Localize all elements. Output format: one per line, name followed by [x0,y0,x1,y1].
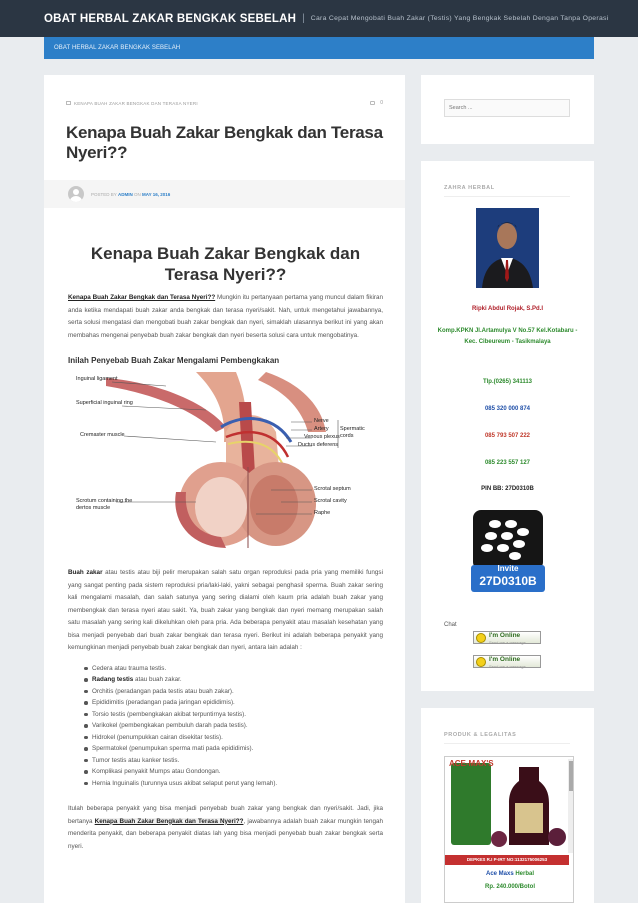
intro-text: Mungkin itu pertanyaan pertama yang muncul dalam fikiran anda ketika mendapati buah zakar anda bengkak dan terasa nyeri/sakit. Nah, untuk mengetahui jawabannya, serta solusi mengatasi dan mengobati buah zakar bengkak dan nyeri, simaklah ulasannya berikut ini yang akan membahas mengenai penyebab buah zakar bengkak dan nyeri beserta solusi cara untuk mengobatinya. [68,294,383,339]
site-tagline: Cara Cepat Mengobati Buah Zakar (Testis) Yang Bengkak Sebelah Dengan Tanpa Operasi [310,15,609,22]
bbm-pin-label: 27D0310B [479,574,537,588]
contact-tlp: Tlp.(0265) 341113 [482,379,533,385]
comment-count-label: 0 [380,100,383,106]
label-septum: Scrotal septum [314,486,351,492]
list-item: Tumor testis atau kanker testis. [84,755,383,767]
content-heading: Kenapa Buah Zakar Bengkak dan Terasa Nyeri?? [90,244,361,284]
list-item: Hernia Inguinalis (turunnya usus akibat selaput perut yang lemah). [84,778,383,790]
list-item: Torsio testis (pembengkakan akibat terpuntirnya testis). [84,709,383,721]
post-meta [66,98,383,108]
section-heading: Inilah Penyebab Buah Zakar Mengalami Pembengkakan [68,356,280,365]
nav-item-home[interactable]: OBAT HERBAL ZAKAR BENGKAK SEBELAH [54,45,181,51]
bbm-invite-badge[interactable] [471,510,545,592]
anatomy-figure [76,372,365,552]
widget-divider [444,743,570,744]
widget-title-products: PRODUK & LEGALITAS [444,732,517,738]
product-frame [444,756,574,903]
label-scrotum: Scrotum containing the dertos muscle [76,498,133,511]
ym-sub: Send me a message [489,640,526,645]
category-label: KENAPA BUAH ZAKAR BENGKAK DAN TERASA NYERI [74,100,198,106]
label-superficial-ring: Superficial inguinal ring [76,400,133,406]
byline-text [91,192,170,197]
site-title[interactable]: OBAT HERBAL ZAKAR BENGKAK SEBELAH [44,12,297,25]
contact-address: Komp.KPKN Jl.Artamulya V No.57 Kel.Kotabaru - Kec. Cibeureum - Tasikmalaya [437,328,578,345]
contact-pin: PIN BB: 27D0310B [481,486,534,492]
cause-list [84,663,383,790]
smiley-icon [476,633,486,643]
folder-icon [66,101,71,105]
anatomy-illustration [76,372,365,552]
widget-divider [444,196,570,197]
product-registration: DEPKES R.I P-IRT NO:1132175006253 [445,855,569,865]
search-input[interactable] [444,99,570,117]
site-header [0,0,638,37]
ym-sub: Send me a message [489,664,526,669]
list-item: Radang testis atau buah zakar. [84,674,383,686]
byline-on: ON [133,191,141,197]
comment-icon [370,101,375,105]
radang-testis-link[interactable]: Radang testis [92,676,134,683]
contact-name: Ripki Abdul Rojak, S.Pd.I [471,306,544,312]
author-link[interactable]: ADMIN [117,191,133,197]
ym-status: I'm Online [489,632,521,639]
comment-count[interactable] [370,100,383,106]
contact-phone-3[interactable]: 085 223 557 127 [484,460,531,466]
product-brand: ACE-MAX'S [449,759,494,768]
buah-zakar-link[interactable]: Buah zakar [68,569,103,576]
avatar [68,186,84,202]
post-title[interactable]: Kenapa Buah Zakar Bengkak dan Terasa Nyeri?? [66,123,383,162]
widget-title-contact: ZAHRA HERBAL [444,185,495,191]
conclusion-paragraph: Itulah beberapa penyakit yang bisa menjadi penyebab buah zakar yang bengkak dan nyeri/sakit. Jadi, jika bertanya Kenapa Buah Zakar Bengkak dan Terasa Nyeri??, jawabannya adalah buah zakar mungkin tengah menderita penyakit, dan beberapa penyakit diatas lah yang bisa menjadi penyebab buah zakar bengkak serta nyeri. [68,805,384,850]
label-artery: Artery [314,426,329,432]
label-spermatic: Spermatic cords [340,426,365,439]
product-name: Ace Maxs Herbal [485,871,535,877]
product-image [445,757,574,855]
contact-phone-1[interactable]: 085 320 000 874 [484,406,531,412]
label-venous: Venous plexus [304,434,340,440]
person-photo-icon [476,208,539,288]
post-date[interactable]: MAY 16, 2016 [141,191,171,197]
list-item: Cedera atau trauma testis. [84,663,383,675]
intro-paragraph [68,292,383,342]
list-item: Epididimitis (peradangan pada jaringan epididimis). [84,697,383,709]
label-cremaster: Cremaster muscle [80,432,125,438]
conclusion-link[interactable]: Kenapa Buah Zakar Bengkak dan Terasa Nyeri?? [94,817,244,825]
list-item: Hidrokel (penumpukkan cairan disekitar testis). [84,732,383,744]
list-item: Komplikasi penyakit Mumps atau Gondongan. [84,766,383,778]
product-name-link[interactable]: Ace Maxs [485,871,514,877]
ym-status: I'm Online [489,656,521,663]
list-item: Orchitis (peradangan pada testis atau buah zakar). [84,686,383,698]
list-item: Varikokel (pembengkakan pembuluh darah pada testis). [84,720,383,732]
post-category[interactable] [66,101,198,106]
smiley-icon [476,657,486,667]
post-content [68,243,383,853]
label-nerve: Nerve [314,418,329,424]
label-inguinal-ligament: Inguinal ligament [76,376,118,382]
product-price: Rp. 240.000/Botol [484,884,535,890]
label-ductus: Ductus deferens [298,442,339,448]
chat-label: Chat [444,622,457,628]
intro-link[interactable]: Kenapa Buah Zakar Bengkak dan Terasa Nyeri?? [68,294,216,301]
list-item: Spermatokel (penumpukan sperma mati pada epididimis). [84,743,383,755]
header-separator: | [302,13,305,24]
byline-prefix: POSTED BY [91,191,117,197]
body-text: atau testis atau biji pelir merupakan salah satu organ reproduksi pada pria yang memiliki fungsi yang sangat penting pada sistem reproduksi pria/laki-laki, yakni sebagai penghasil sperma. Buah zakar sering kali mengalami masalah, dan salah satunya yang sering dialami oleh kaum pria adalah buah zakar yang membengkak dan terasa nyeri atau sakit. Ya, buah zakar yang bengkak dan nyeri memang merupakan salah satu masalah yang sering kali dikeluhkan oleh para pria. Ada beberapa penyakit atau masalah kesehatan yang bisa menjadi penyebab dari buah zakar bengkak dan terasa nyeri. Berikut ini adalah beberapa penyakit yang kemungkinan menjadi penyebab buah zakar bengkak dan nyeri, antara lain adalah : [68,569,383,651]
byline [44,180,405,208]
contact-phone-2[interactable]: 085 793 507 222 [484,433,531,439]
products-widget [421,708,594,903]
label-raphe: Raphe [314,510,331,516]
yahoo-online-button-2[interactable] [473,655,541,668]
search-widget [421,75,594,144]
bbm-invite-label: Invite [497,564,519,573]
post-article [44,75,405,903]
body-paragraph [68,567,383,655]
main-nav [44,37,594,59]
contact-widget [421,161,594,691]
yahoo-online-button-1[interactable] [473,631,541,644]
label-cavity: Scrotal cavity [314,498,347,504]
profile-photo [476,208,539,288]
